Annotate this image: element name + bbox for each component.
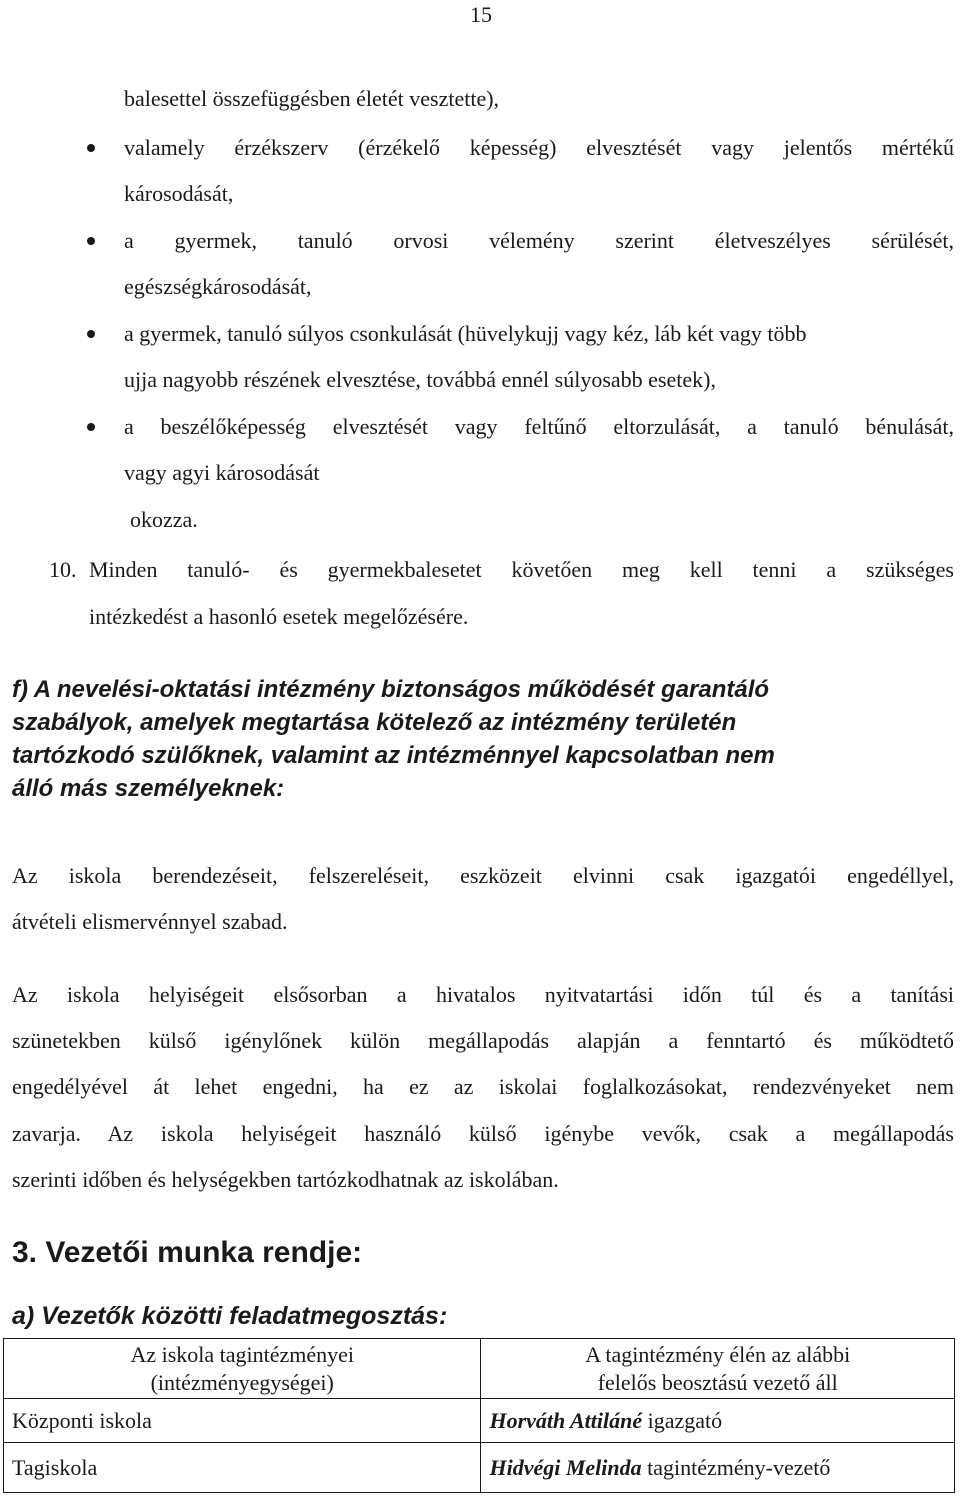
- bullet-icon: [87, 423, 95, 431]
- list-item-line: valamely érzékszerv (érzékelő képesség) elvesztését vagy jelentős mértékű: [124, 135, 954, 160]
- paragraph-line: Az iskola berendezéseit, felszereléseit, eszközeit elvinni csak igazgatói engedéllyel,: [12, 863, 954, 888]
- paragraph-line: Az iskola helyiségeit elsősorban a hivatalos nyitvatartási időn túl és a tanítási: [12, 982, 954, 1007]
- item-text-line: intézkedést a hasonló esetek megelőzésére.: [89, 604, 469, 629]
- paragraph-line: szerinti időben és helységekben tartózkodhatnak az iskolában.: [12, 1167, 559, 1192]
- list-item-line: ujja nagyobb részének elvesztése, továbbá ennél súlyosabb esetek),: [124, 367, 716, 392]
- heading-line: szabályok, amelyek megtartása kötelező az intézmény területén: [12, 709, 737, 736]
- leader-cell: [481, 1443, 955, 1493]
- leader-cell: [481, 1399, 955, 1443]
- list-item-line: károsodását,: [124, 181, 234, 206]
- item-number: 10.: [49, 557, 77, 582]
- unit-cell: Tagiskola: [4, 1443, 481, 1493]
- list-item-line: a gyermek, tanuló orvosi vélemény szerint életveszélyes sérülését,: [124, 228, 954, 253]
- table-header-cell: [4, 1339, 481, 1399]
- header-line: felelős beosztású vezető áll: [597, 1369, 838, 1395]
- bullet-icon: [87, 330, 95, 338]
- table-row: [4, 1399, 955, 1443]
- page-number: 15: [470, 2, 492, 27]
- heading-line: f) A nevelési-oktatási intézmény biztonságos működését garantáló: [12, 676, 770, 703]
- table-header-cell: [481, 1339, 955, 1399]
- leader-name: Horváth Attiláné: [489, 1407, 643, 1433]
- heading-line: álló más személyeknek:: [12, 775, 285, 802]
- unit-cell: Központi iskola: [4, 1399, 481, 1443]
- leader-role: tagintézmény-vezető: [641, 1454, 831, 1480]
- leader-name: Hidvégi Melinda: [489, 1454, 642, 1480]
- item-text-line: Minden tanuló- és gyermekbalesetet követően meg kell tenni a szükséges: [89, 557, 954, 582]
- leader-role: igazgató: [642, 1407, 723, 1433]
- list-item-line: vagy agyi károsodását: [124, 460, 320, 485]
- bullet-icon: [87, 144, 95, 152]
- header-line: A tagintézmény élén az alábbi: [585, 1341, 851, 1367]
- section-3-title: 3. Vezetői munka rendje:: [12, 1236, 363, 1269]
- paragraph-line: zavarja. Az iskola helyiségeit használó külső igénybe vevők, csak a megállapodás: [12, 1121, 954, 1146]
- header-line: Az iskola tagintézményei: [130, 1341, 355, 1367]
- heading-line: tartózkodó szülőknek, valamint az intézménnyel kapcsolatban nem: [12, 742, 775, 769]
- list-continuation-line: balesettel összefüggésben életét vesztette),: [124, 86, 500, 111]
- section-a-title: a) Vezetők közötti feladatmegosztás:: [12, 1302, 448, 1330]
- table-row: [4, 1443, 955, 1493]
- bullet-icon: [87, 237, 95, 245]
- list-item-line: a gyermek, tanuló súlyos csonkulását (hüvelykujj vagy kéz, láb két vagy több: [124, 321, 807, 346]
- list-item-line: egészségkárosodását,: [124, 274, 312, 299]
- paragraph-line: engedélyével át lehet engedni, ha ez az iskolai foglalkozásokat, rendezvényeket nem: [12, 1074, 954, 1099]
- list-item-line: a beszélőképesség elvesztését vagy feltűnő eltorzulását, a tanuló bénulását,: [124, 414, 954, 439]
- header-line: (intézményegységei): [150, 1369, 334, 1395]
- paragraph-line: átvételi elismervénnyel szabad.: [12, 909, 288, 934]
- paragraph-line: szünetekben külső igénylőnek külön megállapodás alapján a fenntartó és működtető: [12, 1028, 954, 1053]
- table-header-row: [4, 1339, 955, 1399]
- list-closing-text: okozza.: [130, 507, 198, 532]
- leader-allocation-table: [3, 1338, 955, 1493]
